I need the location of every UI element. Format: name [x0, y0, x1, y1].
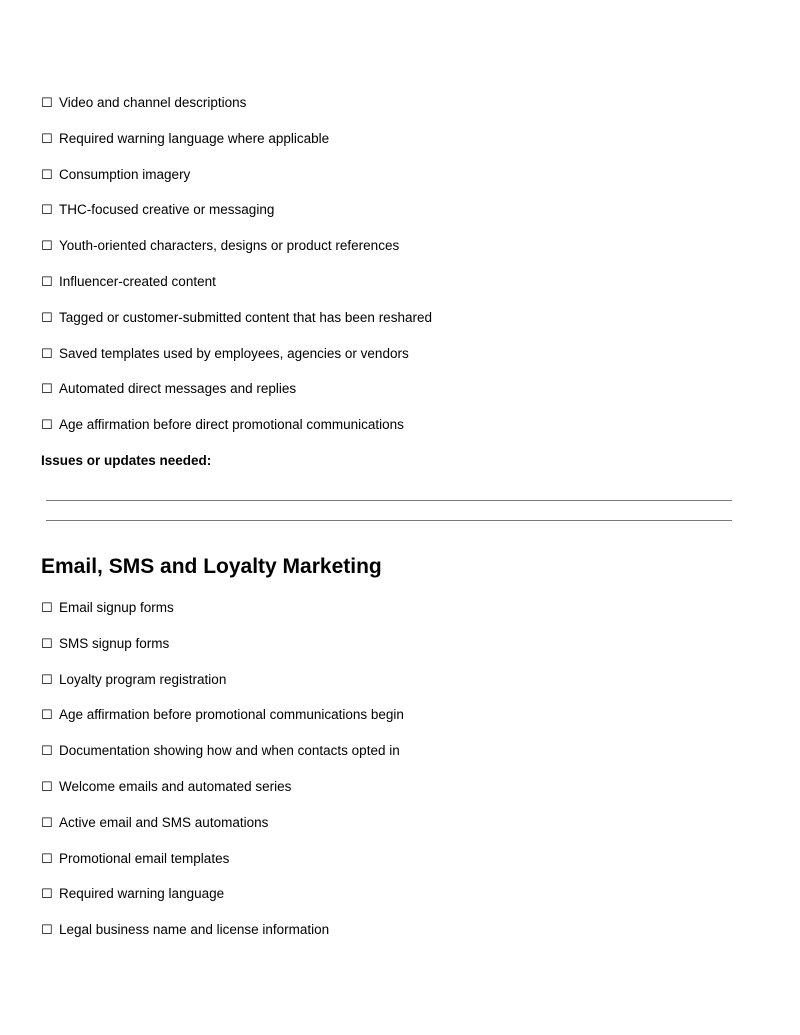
checklist-item-label: Influencer-created content — [59, 273, 216, 289]
checklist-item[interactable] — [41, 598, 404, 634]
checkbox-icon[interactable]: ☐ — [41, 274, 53, 290]
checklist-item[interactable] — [41, 813, 404, 849]
email-sms-checklist — [41, 598, 404, 956]
checklist-item-label: Age affirmation before promotional communications begin — [59, 707, 404, 723]
checklist-item[interactable] — [41, 415, 432, 451]
checklist-item-label: Automated direct messages and replies — [59, 381, 297, 397]
checklist-item[interactable] — [41, 308, 432, 344]
checkbox-icon[interactable]: ☐ — [41, 851, 53, 867]
checkbox-icon[interactable]: ☐ — [41, 382, 53, 398]
checkbox-icon[interactable]: ☐ — [41, 167, 53, 183]
checkbox-icon[interactable]: ☐ — [41, 744, 53, 760]
checklist-item-label: Video and channel descriptions — [59, 95, 247, 110]
checklist-item[interactable] — [41, 93, 432, 129]
checkbox-icon[interactable]: ☐ — [41, 310, 53, 326]
checkbox-icon[interactable]: ☐ — [41, 96, 53, 111]
checkbox-icon[interactable]: ☐ — [41, 203, 53, 219]
checkbox-icon[interactable]: ☐ — [41, 346, 53, 362]
checklist-item-label: Required warning language — [59, 886, 225, 902]
checklist-item-label: Documentation showing how and when contacts opted in — [59, 743, 400, 759]
checklist-item-label: Required warning language where applicable — [59, 130, 330, 146]
checkbox-icon[interactable]: ☐ — [41, 708, 53, 724]
checklist-item[interactable] — [41, 200, 432, 236]
checklist-item-label: Welcome emails and automated series — [59, 778, 292, 794]
checklist-item-label: Active email and SMS automations — [59, 814, 269, 830]
checkbox-icon[interactable]: ☐ — [41, 672, 53, 688]
checklist-item[interactable] — [41, 165, 432, 201]
issues-label: Issues or updates needed: — [41, 453, 212, 468]
checklist-item[interactable] — [41, 236, 432, 272]
social-media-checklist — [41, 93, 432, 451]
checklist-item-label: Consumption imagery — [59, 166, 191, 182]
checklist-item[interactable] — [41, 634, 404, 670]
checklist-item[interactable] — [41, 920, 404, 956]
checklist-item[interactable] — [41, 705, 404, 741]
checklist-item[interactable] — [41, 741, 404, 777]
checklist-item-label: Legal business name and license information — [59, 922, 330, 938]
checklist-item-label: Email signup forms — [59, 600, 174, 615]
checklist-item-label: Age affirmation before direct promotional communications — [59, 417, 404, 433]
notes-line[interactable] — [46, 520, 732, 521]
checklist-item[interactable] — [41, 272, 432, 308]
notes-line[interactable] — [46, 500, 732, 501]
checkbox-icon[interactable]: ☐ — [41, 887, 53, 903]
checkbox-icon[interactable]: ☐ — [41, 636, 53, 652]
checklist-item[interactable] — [41, 670, 404, 706]
checklist-item-label: Youth-oriented characters, designs or product references — [59, 238, 400, 254]
checklist-item-label: Loyalty program registration — [59, 671, 227, 687]
checkbox-icon[interactable]: ☐ — [41, 779, 53, 795]
checklist-item[interactable] — [41, 129, 432, 165]
checklist-item[interactable] — [41, 379, 432, 415]
checkbox-icon[interactable]: ☐ — [41, 239, 53, 255]
checklist-item[interactable] — [41, 884, 404, 920]
checklist-item-label: THC-focused creative or messaging — [59, 202, 275, 218]
checklist-item-label: Tagged or customer-submitted content that has been reshared — [59, 309, 432, 325]
checklist-item[interactable] — [41, 849, 404, 885]
checkbox-icon[interactable]: ☐ — [41, 815, 53, 831]
checklist-item[interactable] — [41, 777, 404, 813]
section-heading: Email, SMS and Loyalty Marketing — [41, 555, 382, 578]
checklist-item-label: Promotional email templates — [59, 850, 230, 866]
checkbox-icon[interactable]: ☐ — [41, 131, 53, 147]
checkbox-icon[interactable]: ☐ — [41, 601, 53, 616]
checklist-item-label: Saved templates used by employees, agencies or vendors — [59, 345, 409, 361]
checkbox-icon[interactable]: ☐ — [41, 418, 53, 434]
checkbox-icon[interactable]: ☐ — [41, 923, 53, 939]
checklist-item[interactable] — [41, 344, 432, 380]
checklist-item-label: SMS signup forms — [59, 635, 170, 651]
